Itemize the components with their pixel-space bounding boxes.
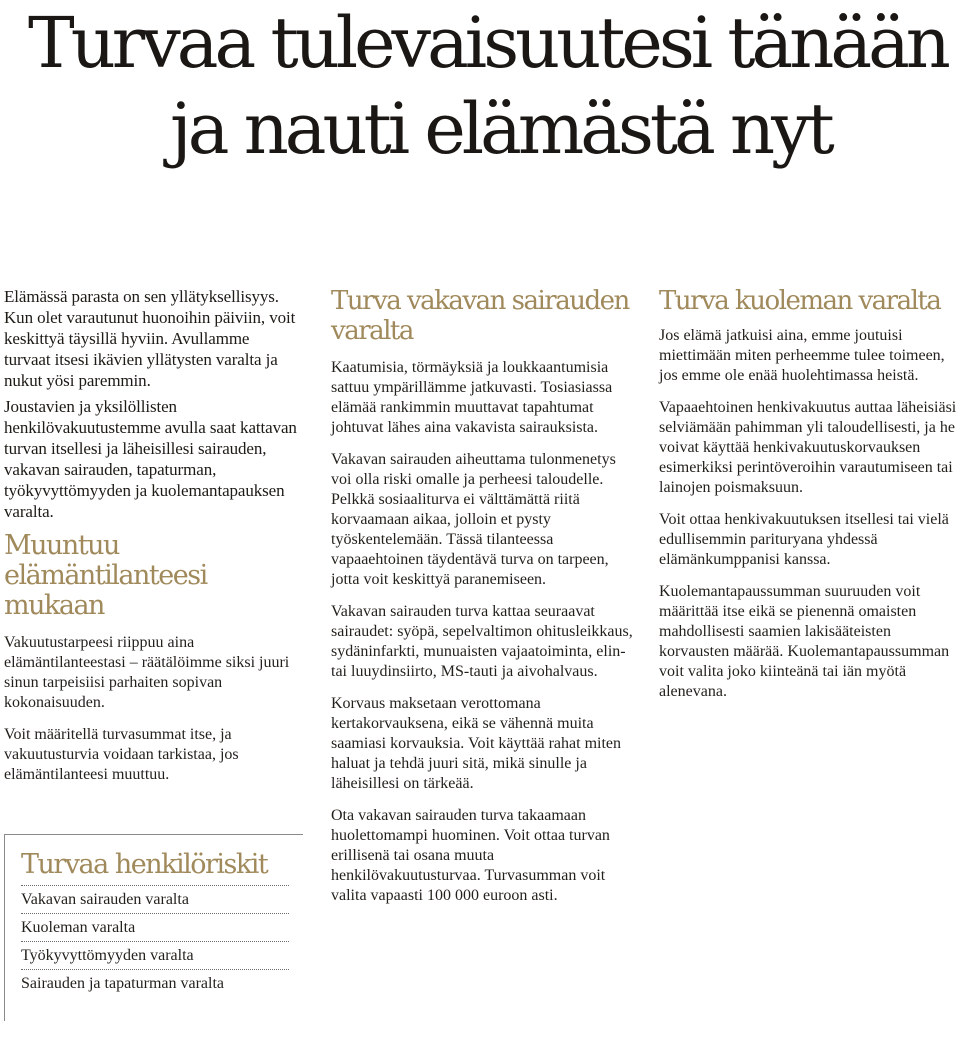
paragraph: Kuolemantapaussumman suuruuden voit määrittää itse eikä se pienennä omaisten mahdollisesti saamien lakisääteisten korvausten määrää. Kuolemantapaussumman voit valita joko kiinteänä tai iän myötä alenevana.: [659, 583, 950, 700]
section-body-life-situation: [4, 633, 299, 785]
paragraph: Voit ottaa henkivakuutuksen itsellesi tai vielä edullisemmin parituryana yhdessä elämänkumppanisi kanssa.: [659, 511, 949, 568]
paragraph: Jos elämä jatkuisi aina, emme joutuisi miettimään miten perheemme tulee toimeen, jos emme ole enää huolehtimassa heistä.: [659, 327, 945, 384]
paragraph: Vakuutustarpeesi riippuu aina elämäntilanteestasi – räätälöimme siksi juuri sinun tarpeisiisi parhaiten sopivan kokonaisuuden.: [4, 634, 290, 711]
paragraph: Ota vakavan sairauden turva takaamaan huolettomampi huominen. Voit ottaa turvan erillisenä tai osana muuta henkilövakuutusturvaa. Turvasumman voit valita vapaasti 100 000 euroon asti.: [331, 807, 610, 904]
section-heading-death-cover: Turva kuoleman varalta: [659, 286, 941, 316]
intro-paragraph: Elämässä parasta on sen yllätyksellisyys. Kun olet varautunut huonoihin päiviin, voit keskittyä täysillä hyviin. Avullamme turvaat itsesi ikävien yllätysten varalta ja nukut yösi paremmin.: [4, 287, 296, 390]
list-item: Sairauden ja tapaturman varalta: [21, 969, 289, 997]
section-body-death-cover: [659, 326, 959, 702]
paragraph: Vapaaehtoinen henkivakuutus auttaa läheisiäsi selviämään pahimman yli taloudellisesti, ja he voivat käyttää henkivakuutuskorvauksen esimerkiksi perintöveroihin varautumiseen tai lainojen poismaksuun.: [659, 399, 957, 496]
risk-list: [21, 885, 289, 997]
column-serious-illness: [331, 286, 636, 906]
headline-line-1: Turvaa tulevaisuutesi tänään: [28, 2, 947, 84]
list-item: Työkyvyttömyyden varalta: [21, 941, 289, 969]
intro-paragraph-2: Joustavien ja yksilöllisten henkilövakuutustemme avulla saat kattavan turvan itsellesi ja läheisillesi sairauden, vakavan sairauden, tapaturman, työkyvyttömyyden ja kuolemantapauksen varalta.: [4, 397, 297, 521]
paragraph: Vakavan sairauden aiheuttama tulonmenetys voi olla riski omalle ja perheesi taloudelle. Pelkkä sosiaaliturva ei välttämättä riitä korvaamaan aikaa, jolloin et pysty työskentelemään. Tässä tilanteessa vapaaehtoinen täydentävä turva on tarpeen, jotta voit keskittyä paranemiseen.: [331, 451, 616, 588]
box-title: Turvaa henkilöriskit: [21, 849, 268, 880]
column-death-cover: [659, 286, 959, 702]
page-headline: [28, 0, 953, 172]
headline-line-2: ja nauti elämästä nyt: [170, 88, 831, 170]
paragraph: Kaatumisia, törmäyksiä ja loukkaantumisia sattuu ympärillämme jatkuvasti. Tosiasiassa elämää rankimmin muuttavat tapahtumat johtuvat lähes aina vakavista sairauksista.: [331, 359, 613, 436]
paragraph: Korvaus maksetaan verottomana kertakorvauksena, eikä se vähennä muita saamiasi korvauksia. Voit käyttää rahat miten haluat ja tehdä juuri sitä, mikä sinulle ja läheisillesi on tärkeää.: [331, 695, 621, 792]
personal-risks-box: [4, 834, 303, 1021]
paragraph: Vakavan sairauden turva kattaa seuraavat sairaudet: syöpä, sepelvaltimon ohitusleikkaus, sydäninfarkti, munuaisten vajaatoiminta, elin- tai luuydinsiirto, MS-tauti ja aivohalvaus.: [331, 603, 633, 680]
column-intro: [4, 286, 299, 785]
section-body-serious-illness: [331, 358, 636, 906]
list-item: Vakavan sairauden varalta: [21, 885, 289, 913]
list-item: Kuoleman varalta: [21, 913, 289, 941]
section-heading-serious-illness: Turva vakavan sairauden varalta: [331, 286, 629, 346]
paragraph: Voit määritellä turvasummat itse, ja vakuutusturvia voidaan tarkistaa, jos elämäntilanteesi muuttuu.: [4, 726, 239, 783]
section-heading-life-situation: Muuntuu elämäntilanteesi mukaan: [4, 530, 207, 621]
